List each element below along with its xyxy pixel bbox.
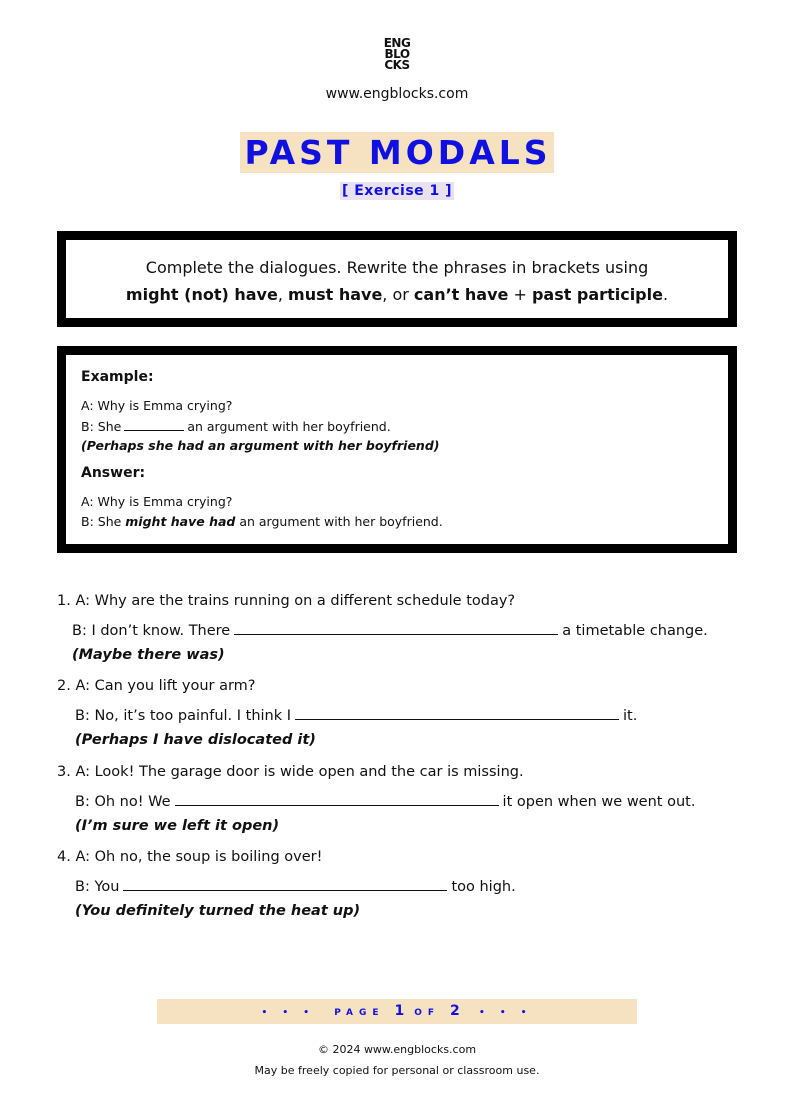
- answer-b-post: an argument with her boyfriend.: [235, 514, 443, 529]
- of-word: OF: [414, 1008, 441, 1018]
- separator: ,: [277, 285, 289, 304]
- example-box: [57, 346, 737, 553]
- question-b-post: it.: [623, 708, 638, 724]
- question-b-post: too high.: [451, 879, 516, 895]
- answer-blank-4[interactable]: [123, 876, 447, 891]
- separator: , or: [382, 285, 414, 304]
- usage-note: May be freely copied for personal or classroom use.: [254, 1064, 540, 1077]
- logo-line: CKS: [384, 58, 410, 72]
- question-b-post: it open when we went out.: [502, 794, 696, 810]
- answer-line-a: A: Why is Emma crying?: [81, 494, 233, 509]
- answer-b-pre: B: She: [81, 514, 126, 529]
- question-1-a: 1. A: Why are the trains running on a different schedule today?: [57, 593, 516, 609]
- question-3-hint: (I’m sure we left it open): [75, 818, 280, 834]
- exercise-label: [ Exercise 1 ]: [341, 183, 453, 199]
- answer-heading: Answer:: [81, 465, 146, 481]
- question-2-b: [75, 705, 637, 724]
- term-must-have: must have: [288, 285, 383, 304]
- question-3-b: [75, 791, 695, 810]
- question-1-hint: (Maybe there was): [72, 647, 225, 663]
- example-line-a: A: Why is Emma crying?: [81, 398, 233, 413]
- question-3-a: 3. A: Look! The garage door is wide open and the car is missing.: [57, 764, 524, 780]
- question-2-a: 2. A: Can you lift your arm?: [57, 678, 256, 694]
- instructions-box: [57, 231, 737, 327]
- question-1-b: [72, 620, 708, 639]
- current-page: 1: [394, 1003, 405, 1019]
- question-2-hint: (Perhaps I have dislocated it): [75, 732, 316, 748]
- answer-line-b: [81, 514, 443, 529]
- copyright: © 2024 www.engblocks.com: [317, 1043, 477, 1056]
- answer-blank-1[interactable]: [234, 620, 558, 635]
- example-heading: Example:: [81, 369, 154, 385]
- example-b-pre: B: She: [81, 419, 122, 434]
- question-b-pre: B: You: [75, 879, 120, 895]
- instructions-line2: [66, 281, 728, 308]
- example-line-b: [81, 418, 391, 434]
- term-might-not-have: might (not) have: [125, 285, 278, 304]
- dots-right: • • •: [478, 1008, 533, 1018]
- separator: .: [662, 285, 669, 304]
- question-4-b: [75, 876, 516, 895]
- question-4-a: 4. A: Oh no, the soup is boiling over!: [57, 849, 323, 865]
- question-b-pre: B: No, it’s too painful. I think I: [75, 708, 292, 724]
- total-pages: 2: [450, 1003, 460, 1019]
- question-4-hint: (You definitely turned the heat up): [75, 903, 361, 919]
- page-word: PAGE: [334, 1008, 385, 1018]
- answer-b-bold: might have had: [125, 514, 236, 529]
- page-title: PAST MODALS: [240, 132, 553, 173]
- example-blank: [124, 418, 184, 431]
- question-b-post: a timetable change.: [562, 623, 708, 639]
- question-b-pre: B: Oh no! We: [75, 794, 171, 810]
- term-cant-have: can’t have: [413, 285, 509, 304]
- dots-left: • • •: [261, 1008, 316, 1018]
- page-indicator: [157, 999, 637, 1024]
- question-b-pre: B: I don’t know. There: [72, 623, 231, 639]
- logo-line: BLO: [384, 47, 410, 61]
- term-past-participle: past participle: [531, 285, 663, 304]
- instructions-line1: Complete the dialogues. Rewrite the phrases in brackets using: [145, 258, 649, 277]
- example-b-post: an argument with her boyfriend.: [187, 419, 391, 434]
- answer-blank-3[interactable]: [175, 791, 499, 806]
- example-hint: (Perhaps she had an argument with her boyfriend): [81, 438, 440, 453]
- answer-blank-2[interactable]: [295, 705, 619, 720]
- engblocks-logo: [380, 38, 414, 71]
- site-url[interactable]: www.engblocks.com: [325, 86, 469, 102]
- separator: +: [508, 285, 532, 304]
- logo-line: ENG: [383, 36, 411, 50]
